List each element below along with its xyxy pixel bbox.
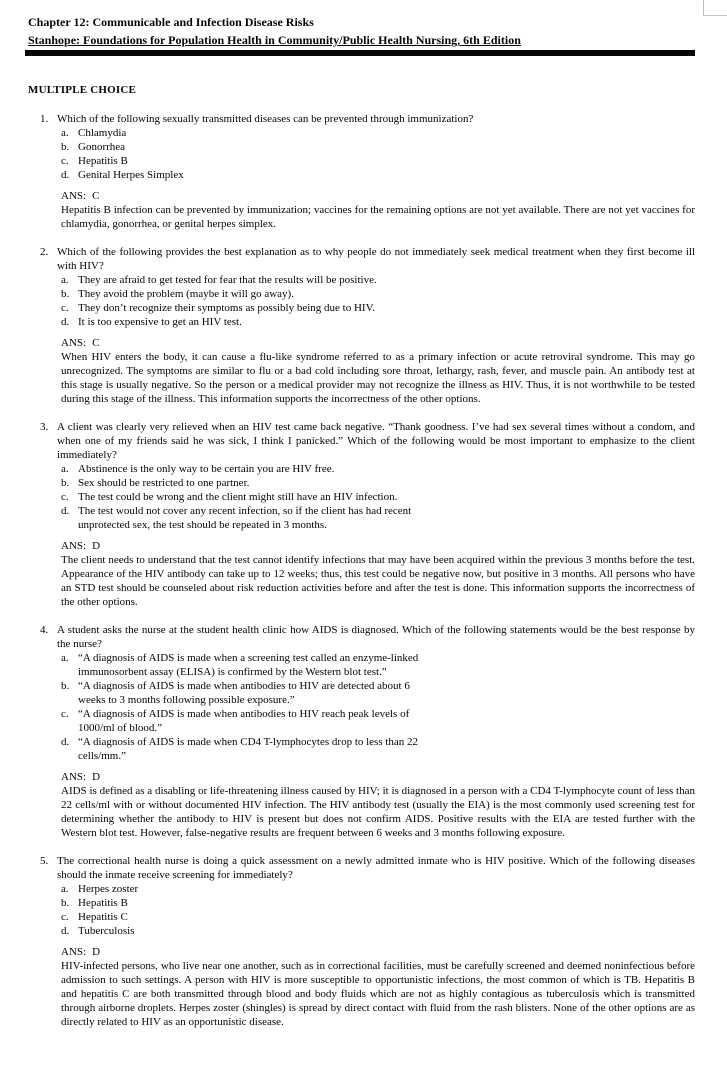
option-text: Chlamydia (78, 127, 127, 139)
answer-option (61, 315, 695, 329)
answer-option (61, 476, 695, 490)
answer-option (61, 679, 695, 707)
question-options (57, 462, 695, 532)
option-letter: a. (61, 463, 69, 475)
question (28, 420, 695, 609)
option-text: Genital Herpes Simplex (78, 169, 184, 181)
option-letter: d. (61, 505, 70, 517)
answer-option (61, 896, 695, 910)
answer-label: ANS: (61, 190, 87, 202)
question-body (57, 112, 695, 182)
question-row (28, 623, 695, 763)
question (28, 112, 695, 231)
question-body (57, 420, 695, 532)
answer-line (61, 770, 695, 784)
answer-letter: D (92, 946, 101, 958)
option-letter: d. (61, 169, 70, 181)
option-letter: d. (61, 316, 70, 328)
answer-line (61, 336, 695, 350)
answer-option (61, 287, 695, 301)
question-number: 3. (40, 421, 49, 433)
answer-rationale: Hepatitis B infection can be prevented by immunization; vaccines for the remaining options are not yet available. There are not yet vaccines for chlamydia, gonorrhea, or genital herpes simplex. (61, 204, 695, 230)
question-row (28, 420, 695, 532)
option-letter: b. (61, 288, 70, 300)
option-text: The test would not cover any recent infection, so if the client has had recent unprotected sex, the test should be repeated in 3 months. (78, 505, 412, 531)
answer-block (61, 336, 695, 406)
question-options (57, 273, 695, 329)
answer-rationale: HIV-infected persons, who live near one another, such as in correctional facilities, must be carefully screened and deemed noninfectious before admission to such settings. A person with HIV is more susceptible to opportunistic infections, the most common of which is TB. Hepatitis B and hepatitis C are both transmitted through blood and body fluids which are not as highly contagious as tuberculosis which is transmitted through airborne droplets. Herpes zoster (shingles) is spread by direct contact with fluid from the rash blisters. None of the other options are as directly related to HIV as an opportunistic disease. (61, 960, 695, 1028)
question-list (28, 112, 695, 1029)
option-letter: c. (61, 911, 69, 923)
answer-line (61, 539, 695, 553)
answer-rationale: The client needs to understand that the test cannot identify infections that may have been acquired within the previous 3 months before the test. Appearance of the HIV antibody can take up to 12 weeks; thus, this test could be negative now, but positive in 3 months. All persons who have an STD test should be counseled about risk reduction activities before and after the test is done. This information supports the incorrectness of the other options. (61, 554, 695, 608)
option-text: “A diagnosis of AIDS is made when antibodies to HIV are detected about 6 weeks to 3 months following possible exposure.” (78, 680, 410, 706)
book-title: Stanhope: Foundations for Population Health in Community/Public Health Nursing, 6th Edition (28, 33, 521, 47)
option-text: They avoid the problem (maybe it will go away). (78, 288, 294, 300)
option-letter: d. (61, 736, 70, 748)
option-text: “A diagnosis of AIDS is made when a screening test called an enzyme-linked immunosorbent assay (ELISA) is confirmed by the Western blot test.” (78, 652, 419, 678)
answer-option (61, 462, 695, 476)
option-text: Gonorrhea (78, 141, 126, 153)
option-letter: a. (61, 127, 69, 139)
document-header (28, 13, 695, 56)
answer-line (61, 945, 695, 959)
question-row (28, 854, 695, 938)
option-letter: b. (61, 141, 70, 153)
page-corner-mark-horizontal (703, 15, 727, 16)
answer-option (61, 924, 695, 938)
answer-option (61, 126, 695, 140)
answer-option (61, 707, 695, 735)
answer-option (61, 882, 695, 896)
option-letter: a. (61, 883, 69, 895)
question (28, 245, 695, 406)
answer-block (61, 770, 695, 840)
option-letter: a. (61, 274, 69, 286)
answer-label: ANS: (61, 540, 87, 552)
question-options (57, 651, 695, 763)
question-stem: A client was clearly very relieved when an HIV test came back negative. “Thank goodness. I’ve had sex several times without a condom, and when one of my friends said he was sick, I think I panicked.” Which of the following would be most important to emphasize to the client immediately? (57, 421, 695, 461)
question-options (57, 882, 695, 938)
question-row (28, 112, 695, 182)
answer-option (61, 154, 695, 168)
option-text: Sex should be restricted to one partner. (78, 477, 250, 489)
answer-block (61, 539, 695, 609)
question-number: 1. (40, 113, 49, 125)
option-text: They don’t recognize their symptoms as possibly being due to HIV. (78, 302, 375, 314)
question-row (28, 245, 695, 329)
option-letter: c. (61, 491, 69, 503)
option-letter: b. (61, 680, 70, 692)
answer-option (61, 168, 695, 182)
answer-option (61, 490, 695, 504)
answer-option (61, 301, 695, 315)
answer-line (61, 189, 695, 203)
question-stem: Which of the following provides the best explanation as to why people do not immediately seek medical treatment when they first become ill with HIV? (57, 246, 695, 272)
option-text: Tuberculosis (78, 925, 135, 937)
question-body (57, 623, 695, 763)
answer-rationale: AIDS is defined as a disabling or life-threatening illness caused by HIV; it is diagnosed in a person with a CD4 T-lymphocyte count of less than 22 cells/ml with or without documented HIV infection. The HIV antibody test (usually the EIA) is the most commonly used screening test for determining whether the antibody to HIV is present but does not confirm AIDS. Positive results with the EIA are tested further with the Western blot test. However, false-negative results are frequent between 6 weeks and 3 months following exposure. (61, 785, 695, 839)
option-letter: b. (61, 477, 70, 489)
option-letter: d. (61, 925, 70, 937)
chapter-title: Chapter 12: Communicable and Infection Disease Risks (28, 15, 314, 29)
answer-letter: C (92, 190, 100, 202)
option-letter: a. (61, 652, 69, 664)
option-letter: c. (61, 302, 69, 314)
option-text: Hepatitis B (78, 155, 128, 167)
answer-option (61, 504, 695, 532)
answer-letter: C (92, 337, 100, 349)
question-number: 5. (40, 855, 49, 867)
option-text: It is too expensive to get an HIV test. (78, 316, 242, 328)
answer-option (61, 910, 695, 924)
question-body (57, 854, 695, 938)
answer-block (61, 945, 695, 1029)
option-letter: c. (61, 155, 69, 167)
answer-option (61, 140, 695, 154)
question-options (57, 126, 695, 182)
section-title: MULTIPLE CHOICE (28, 84, 137, 96)
answer-label: ANS: (61, 771, 87, 783)
answer-label: ANS: (61, 946, 87, 958)
answer-letter: D (92, 540, 101, 552)
option-text: “A diagnosis of AIDS is made when antibodies to HIV reach peak levels of 1000/ml of blood.” (78, 708, 410, 734)
question-stem: A student asks the nurse at the student health clinic how AIDS is diagnosed. Which of the following statements would be the best response by the nurse? (57, 624, 695, 650)
option-letter: c. (61, 708, 69, 720)
header-divider-bar (25, 50, 695, 56)
answer-option (61, 735, 695, 763)
question (28, 623, 695, 840)
answer-block (61, 189, 695, 231)
option-text: Hepatitis B (78, 897, 128, 909)
answer-label: ANS: (61, 337, 87, 349)
answer-option (61, 273, 695, 287)
option-text: “A diagnosis of AIDS is made when CD4 T-lymphocytes drop to less than 22 cells/mm.” (78, 736, 419, 762)
answer-letter: D (92, 771, 101, 783)
question (28, 854, 695, 1029)
question-body (57, 245, 695, 329)
answer-rationale: When HIV enters the body, it can cause a flu-like syndrome referred to as a primary infection or acute retroviral syndrome. This may go unrecognized. The symptoms are similar to flu or a bad cold including sore throat, lethargy, rash, fever, and muscle pain. An antibody test at this stage is usually negative. So the person or a medical provider may not recognize the illness as HIV. Thus, it is not worthwhile to be tested during this stage of the illness. This information supports the incorrectness of the other options. (61, 351, 695, 405)
option-letter: b. (61, 897, 70, 909)
option-text: Abstinence is the only way to be certain you are HIV free. (78, 463, 335, 475)
option-text: Hepatitis C (78, 911, 128, 923)
option-text: The test could be wrong and the client might still have an HIV infection. (78, 491, 398, 503)
option-text: Herpes zoster (78, 883, 139, 895)
option-text: They are afraid to get tested for fear that the results will be positive. (78, 274, 377, 286)
question-stem: The correctional health nurse is doing a quick assessment on a newly admitted inmate who is HIV positive. Which of the following diseases should the inmate receive screening for immediately? (57, 855, 695, 881)
answer-option (61, 651, 695, 679)
question-stem: Which of the following sexually transmitted diseases can be prevented through immunization? (57, 113, 474, 125)
page-corner-mark-vertical (703, 0, 704, 15)
question-number: 2. (40, 246, 49, 258)
question-number: 4. (40, 624, 49, 636)
